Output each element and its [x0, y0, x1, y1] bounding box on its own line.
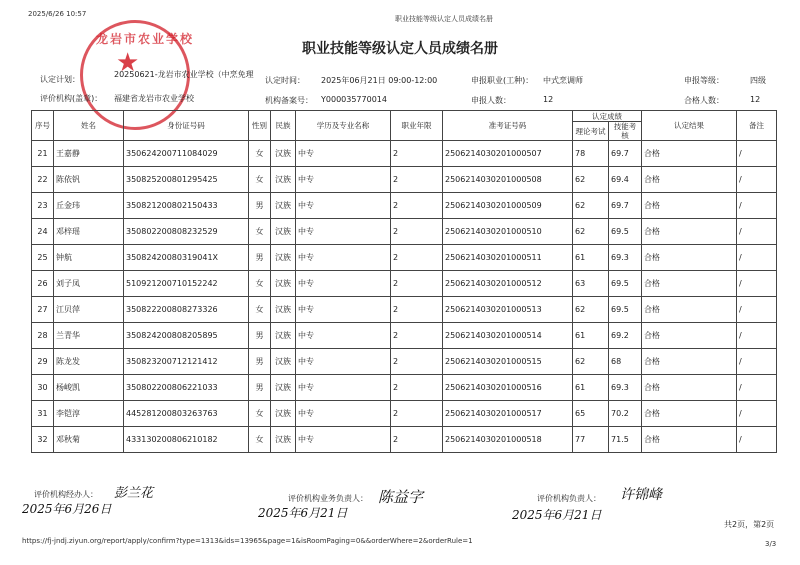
row-seq: 27 — [32, 297, 54, 323]
row-id: 35082420080319041X — [124, 245, 249, 271]
applicants-label: 申报人数： — [471, 96, 511, 105]
header-result: 认定结果 — [642, 111, 737, 141]
row-nation: 汉族 — [271, 219, 296, 245]
row-theory: 77 — [573, 427, 609, 453]
row-nation: 汉族 — [271, 167, 296, 193]
doc-header: 职业技能等级认定人员成绩名册 — [395, 15, 493, 23]
row-years: 2 — [391, 297, 443, 323]
table-row — [32, 141, 777, 167]
row-skill: 69.5 — [609, 271, 642, 297]
row-edu: 中专 — [296, 297, 391, 323]
row-ticket: 2506214030201000512 — [443, 271, 573, 297]
row-skill: 69.7 — [609, 193, 642, 219]
row-id: 350823200712121412 — [124, 349, 249, 375]
row-seq: 24 — [32, 219, 54, 245]
table-row — [32, 245, 777, 271]
row-edu: 中专 — [296, 323, 391, 349]
row-name: 王嘉静 — [54, 141, 124, 167]
row-years: 2 — [391, 141, 443, 167]
row-id: 433130200806210182 — [124, 427, 249, 453]
row-ticket: 2506214030201000517 — [443, 401, 573, 427]
row-years: 2 — [391, 349, 443, 375]
row-nation: 汉族 — [271, 297, 296, 323]
handler-signature: 彭兰花 — [114, 486, 154, 501]
header-edu: 学历及专业名称 — [296, 111, 391, 141]
row-remark: / — [737, 167, 777, 193]
row-remark: / — [737, 245, 777, 271]
row-gender: 女 — [249, 271, 271, 297]
row-name: 陈依钒 — [54, 167, 124, 193]
row-theory: 62 — [573, 193, 609, 219]
row-id: 445281200803263763 — [124, 401, 249, 427]
table-row — [32, 271, 777, 297]
row-skill: 69.4 — [609, 167, 642, 193]
row-edu: 中专 — [296, 245, 391, 271]
score-table — [31, 110, 777, 453]
row-name: 兰青华 — [54, 323, 124, 349]
table-row — [32, 297, 777, 323]
row-seq: 28 — [32, 323, 54, 349]
row-result: 合格 — [642, 427, 737, 453]
row-theory: 63 — [573, 271, 609, 297]
level-label: 申报等级： — [684, 76, 724, 85]
org-label: 评价机构(盖章)： — [40, 94, 103, 103]
pass-label: 合格人数： — [684, 96, 724, 105]
row-name: 陈龙发 — [54, 349, 124, 375]
row-skill: 68 — [609, 349, 642, 375]
row-seq: 23 — [32, 193, 54, 219]
table-row — [32, 401, 777, 427]
row-theory: 62 — [573, 219, 609, 245]
header-name: 姓名 — [54, 111, 124, 141]
row-theory: 62 — [573, 297, 609, 323]
row-skill: 71.5 — [609, 427, 642, 453]
row-remark: / — [737, 271, 777, 297]
row-id: 350802200808232529 — [124, 219, 249, 245]
row-theory: 78 — [573, 141, 609, 167]
row-gender: 女 — [249, 427, 271, 453]
row-skill: 69.5 — [609, 219, 642, 245]
job-value: 中式烹调师 — [543, 76, 583, 85]
table-row — [32, 167, 777, 193]
row-edu: 中专 — [296, 193, 391, 219]
row-years: 2 — [391, 375, 443, 401]
head-signature: 许锦峰 — [620, 487, 662, 503]
row-name: 李铠淳 — [54, 401, 124, 427]
applicants-value: 12 — [543, 95, 554, 104]
row-gender: 女 — [249, 219, 271, 245]
row-ticket: 2506214030201000509 — [443, 193, 573, 219]
head-date: 2025年6月21日 — [512, 508, 602, 522]
row-result: 合格 — [642, 271, 737, 297]
plan-value: 20250621-龙岩市农业学校（中烹免理 — [114, 70, 254, 79]
row-edu: 中专 — [296, 375, 391, 401]
row-id: 510921200710152242 — [124, 271, 249, 297]
row-result: 合格 — [642, 141, 737, 167]
header-score-group: 认定成绩 — [573, 111, 642, 122]
row-nation: 汉族 — [271, 349, 296, 375]
row-skill: 69.3 — [609, 375, 642, 401]
row-name: 杨峻凯 — [54, 375, 124, 401]
header-skill: 技能考核 — [609, 122, 642, 141]
header-years: 职业年限 — [391, 111, 443, 141]
page-count: 共2页，第2页 — [724, 520, 775, 529]
row-years: 2 — [391, 219, 443, 245]
row-gender: 男 — [249, 375, 271, 401]
row-result: 合格 — [642, 323, 737, 349]
row-years: 2 — [391, 427, 443, 453]
table-row — [32, 427, 777, 453]
row-gender: 男 — [249, 323, 271, 349]
row-result: 合格 — [642, 219, 737, 245]
handler-date: 2025年6月26日 — [22, 502, 112, 516]
biz-head-date: 2025年6月21日 — [258, 506, 348, 520]
row-id: 350821200802150433 — [124, 193, 249, 219]
row-name: 钟航 — [54, 245, 124, 271]
row-seq: 22 — [32, 167, 54, 193]
row-years: 2 — [391, 193, 443, 219]
row-gender: 男 — [249, 193, 271, 219]
row-remark: / — [737, 375, 777, 401]
header-nation: 民族 — [271, 111, 296, 141]
row-result: 合格 — [642, 349, 737, 375]
row-id: 350822200808273326 — [124, 297, 249, 323]
row-ticket: 2506214030201000508 — [443, 167, 573, 193]
plan-label: 认定计划： — [40, 75, 80, 84]
row-result: 合格 — [642, 193, 737, 219]
header-gender: 性别 — [249, 111, 271, 141]
row-years: 2 — [391, 245, 443, 271]
table-row — [32, 375, 777, 401]
job-label: 申报职业(工种)： — [471, 76, 534, 85]
row-seq: 31 — [32, 401, 54, 427]
row-edu: 中专 — [296, 167, 391, 193]
row-edu: 中专 — [296, 219, 391, 245]
biz-head-label: 评价机构业务负责人： — [288, 494, 368, 503]
row-gender: 女 — [249, 167, 271, 193]
row-remark: / — [737, 401, 777, 427]
row-theory: 62 — [573, 349, 609, 375]
row-seq: 29 — [32, 349, 54, 375]
org-value: 福建省龙岩市农业学校 — [114, 94, 194, 103]
row-skill: 69.3 — [609, 245, 642, 271]
row-skill: 69.7 — [609, 141, 642, 167]
time-value: 2025年06月21日 09:00-12:00 — [321, 76, 438, 85]
header-ticket: 准考证号码 — [443, 111, 573, 141]
row-gender: 男 — [249, 245, 271, 271]
row-name: 丘金玮 — [54, 193, 124, 219]
record-label: 机构备案号： — [265, 96, 313, 105]
row-remark: / — [737, 297, 777, 323]
header-theory: 理论考试 — [573, 122, 609, 141]
seal-text: 龙岩市农业学校 — [96, 32, 195, 46]
row-seq: 32 — [32, 427, 54, 453]
row-remark: / — [737, 141, 777, 167]
row-nation: 汉族 — [271, 427, 296, 453]
row-nation: 汉族 — [271, 271, 296, 297]
row-seq: 25 — [32, 245, 54, 271]
row-theory: 61 — [573, 245, 609, 271]
row-theory: 61 — [573, 375, 609, 401]
row-skill: 70.2 — [609, 401, 642, 427]
row-remark: / — [737, 349, 777, 375]
row-gender: 女 — [249, 141, 271, 167]
seal-star-icon: ★ — [116, 48, 140, 78]
row-years: 2 — [391, 167, 443, 193]
row-remark: / — [737, 219, 777, 245]
row-remark: / — [737, 323, 777, 349]
pass-value: 12 — [750, 95, 761, 104]
page-title: 职业技能等级认定人员成绩名册 — [302, 41, 498, 57]
row-ticket: 2506214030201000514 — [443, 323, 573, 349]
row-result: 合格 — [642, 297, 737, 323]
row-ticket: 2506214030201000515 — [443, 349, 573, 375]
row-ticket: 2506214030201000510 — [443, 219, 573, 245]
row-seq: 26 — [32, 271, 54, 297]
row-gender: 女 — [249, 297, 271, 323]
row-edu: 中专 — [296, 349, 391, 375]
row-nation: 汉族 — [271, 245, 296, 271]
header-id: 身份证号码 — [124, 111, 249, 141]
table-row — [32, 219, 777, 245]
row-theory: 61 — [573, 323, 609, 349]
row-result: 合格 — [642, 401, 737, 427]
row-nation: 汉族 — [271, 323, 296, 349]
row-skill: 69.5 — [609, 297, 642, 323]
time-label: 认定时间： — [265, 76, 305, 85]
row-ticket: 2506214030201000507 — [443, 141, 573, 167]
source-url: https://fj-jndj.ziyun.org/report/apply/confirm?type=1313&ids=13965&page=1&isRoomPaging=0&&orderWhere=2&orderRule=1 — [22, 537, 473, 545]
row-theory: 62 — [573, 167, 609, 193]
row-skill: 69.2 — [609, 323, 642, 349]
row-seq: 30 — [32, 375, 54, 401]
row-nation: 汉族 — [271, 401, 296, 427]
table-row — [32, 193, 777, 219]
row-result: 合格 — [642, 245, 737, 271]
row-id: 350824200808205895 — [124, 323, 249, 349]
row-seq: 21 — [32, 141, 54, 167]
row-years: 2 — [391, 271, 443, 297]
row-nation: 汉族 — [271, 193, 296, 219]
row-remark: / — [737, 427, 777, 453]
row-name: 邓秋菊 — [54, 427, 124, 453]
record-value: Y000035770014 — [321, 95, 387, 104]
row-name: 刘子凤 — [54, 271, 124, 297]
head-label: 评价机构负责人： — [537, 494, 601, 503]
header-seq: 序号 — [32, 111, 54, 141]
row-result: 合格 — [642, 375, 737, 401]
row-years: 2 — [391, 323, 443, 349]
handler-label: 评价机构经办人： — [34, 490, 98, 499]
print-timestamp: 2025/6/26 10:57 — [28, 10, 87, 18]
biz-head-signature: 陈益字 — [378, 488, 424, 506]
row-remark: / — [737, 193, 777, 219]
row-ticket: 2506214030201000511 — [443, 245, 573, 271]
row-name: 邓梓瑶 — [54, 219, 124, 245]
table-row — [32, 323, 777, 349]
row-result: 合格 — [642, 167, 737, 193]
row-gender: 男 — [249, 349, 271, 375]
row-id: 350802200806221033 — [124, 375, 249, 401]
header-remark: 备注 — [737, 111, 777, 141]
row-theory: 65 — [573, 401, 609, 427]
row-edu: 中专 — [296, 401, 391, 427]
row-edu: 中专 — [296, 271, 391, 297]
row-ticket: 2506214030201000518 — [443, 427, 573, 453]
row-edu: 中专 — [296, 427, 391, 453]
table-row — [32, 349, 777, 375]
row-edu: 中专 — [296, 141, 391, 167]
page-of: 3/3 — [765, 540, 777, 548]
row-nation: 汉族 — [271, 375, 296, 401]
row-ticket: 2506214030201000516 — [443, 375, 573, 401]
row-ticket: 2506214030201000513 — [443, 297, 573, 323]
level-value: 四级 — [750, 76, 766, 85]
row-gender: 女 — [249, 401, 271, 427]
row-name: 江贝萍 — [54, 297, 124, 323]
row-years: 2 — [391, 401, 443, 427]
row-nation: 汉族 — [271, 141, 296, 167]
row-id: 350825200801295425 — [124, 167, 249, 193]
row-id: 350624200711084029 — [124, 141, 249, 167]
